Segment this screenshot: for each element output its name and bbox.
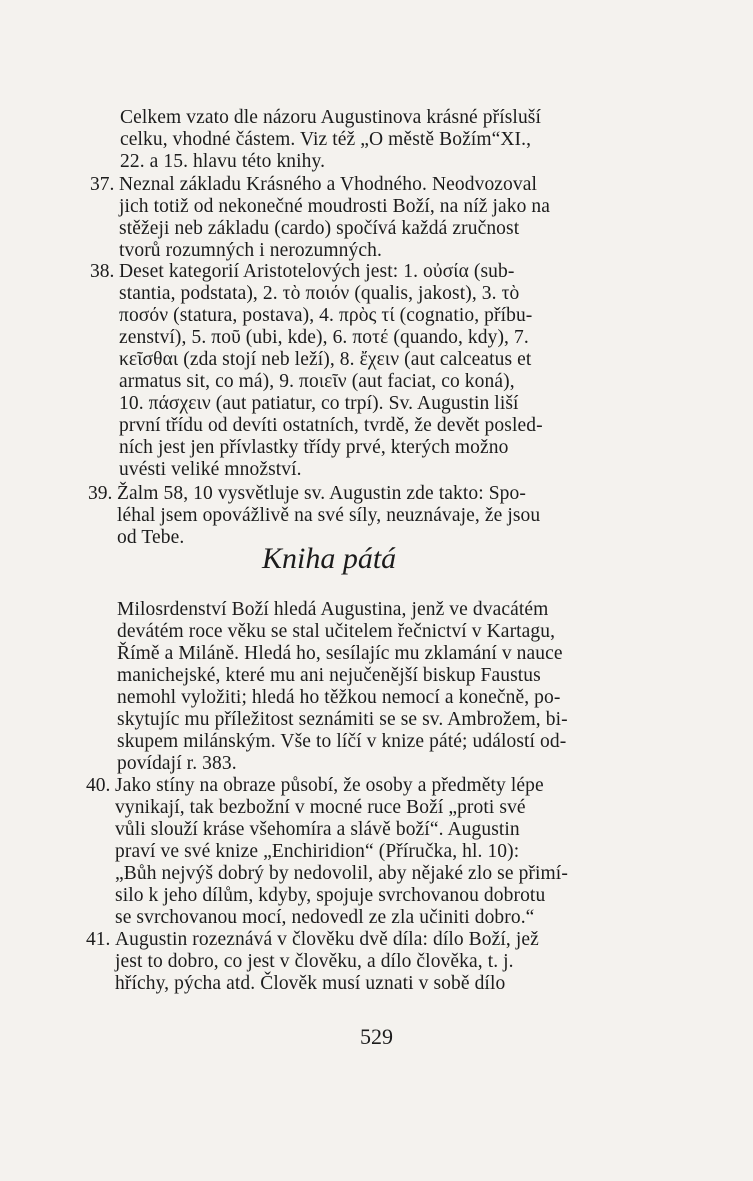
note-number: 41. xyxy=(86,929,111,950)
text-line: Celkem vzato dle názoru Augustinova krásné přísluší xyxy=(120,107,542,128)
text-line: Deset kategorií Aristotelových jest: 1. οὐσία (sub- xyxy=(119,261,515,282)
text-line: 10. πάσχειν (aut patiatur, co trpí). Sv. Augustin liší xyxy=(119,393,519,414)
text-line: praví ve své knize „Enchiridion“ (Příručka, hl. 10): xyxy=(115,841,520,862)
text-line: vynikají, tak bezbožní v mocné ruce Boží „proti své xyxy=(115,797,526,818)
text-line: léhal jsem opovážlivě na své síly, neuznávaje, že jsou xyxy=(117,505,541,526)
text-line: první třídu od devíti ostatních, tvrdě, že devět posled- xyxy=(119,415,543,436)
text-line: povídají r. 383. xyxy=(117,753,237,774)
text-line: skytujíc mu příležitost seznámiti se se sv. Ambrožem, bi- xyxy=(117,709,568,730)
text-line: 22. a 15. hlavu této knihy. xyxy=(120,151,326,172)
text-line: uvésti veliké množství. xyxy=(119,459,302,480)
text-line: Augustin rozeznává v člověku dvě díla: dílo Boží, jež xyxy=(115,929,539,950)
text-line: manichejské, které mu ani nejučenější biskup Faustus xyxy=(117,665,541,686)
text-line: ποσόν (statura, postava), 4. πρὸς τί (cognatio, příbu- xyxy=(119,305,533,326)
text-line: Žalm 58, 10 vysvětluje sv. Augustin zde takto: Spo- xyxy=(117,483,526,504)
page-number: 529 xyxy=(360,1024,393,1049)
text-line: Jako stíny na obraze působí, že osoby a předměty lépe xyxy=(115,775,544,796)
text-line: se svrchovanou mocí, nedovedl ze zla učiniti dobro.“ xyxy=(115,907,535,928)
text-line: zenství), 5. ποῦ (ubi, kde), 6. ποτέ (quando, kdy), 7. xyxy=(119,327,529,348)
text-line: armatus sit, co má), 9. ποιεῖν (aut faciat, co koná), xyxy=(119,371,515,392)
text-line: nemohl vyložiti; hledá ho těžkou nemocí a konečně, po- xyxy=(117,687,561,708)
text-line: ních jest jen přívlastky třídy prvé, kterých možno xyxy=(119,437,509,458)
text-line: jich totiž od nekonečné moudrosti Boží, na níž jako na xyxy=(119,196,551,217)
text-line: tvorů rozumných i nerozumných. xyxy=(119,240,382,261)
text-line: Milosrdenství Boží hledá Augustina, jenž ve dvacátém xyxy=(117,599,549,620)
text-line: vůli slouží kráse všehomíra a slávě boží“. Augustin xyxy=(115,819,520,840)
note-number: 40. xyxy=(86,775,111,796)
text-line: jest to dobro, co jest v člověku, a dílo člověka, t. j. xyxy=(115,951,514,972)
text-line: „Bůh nejvýš dobrý by nedovolil, aby nějaké zlo se přimí- xyxy=(115,863,568,884)
chapter-heading: Kniha pátá xyxy=(262,542,397,575)
text-line: od Tebe. xyxy=(117,527,185,548)
text-line: Neznal základu Krásného a Vhodného. Neodvozoval xyxy=(119,174,538,195)
text-line: Římě a Miláně. Hledá ho, sesílajíc mu zklamání v nauce xyxy=(117,643,563,664)
text-line: κεῖσθαι (zda stojí neb leží), 8. ἔχειν (aut calceatus et xyxy=(119,349,532,370)
text-line: silo k jeho dílům, kdyby, spojuje svrchovanou dobrotu xyxy=(115,885,546,906)
text-line: devátém roce věku se stal učitelem řečnictví v Kartagu, xyxy=(117,621,556,642)
text-line: stantia, podstata), 2. τὸ ποιόν (qualis, jakost), 3. τὸ xyxy=(119,283,520,304)
text-line: hříchy, pýcha atd. Člověk musí uznati v sobě dílo xyxy=(115,973,506,994)
text-line: celku, vhodné částem. Viz též „O městě Božím“XI., xyxy=(120,129,532,150)
text-line: stěžeji neb základu (cardo) spočívá každá zručnost xyxy=(119,218,520,239)
note-number: 38. xyxy=(90,261,115,282)
note-number: 37. xyxy=(90,174,115,195)
note-number: 39. xyxy=(88,483,113,504)
text-line: skupem milánským. Vše to líčí v knize páté; událostí od- xyxy=(117,731,567,752)
